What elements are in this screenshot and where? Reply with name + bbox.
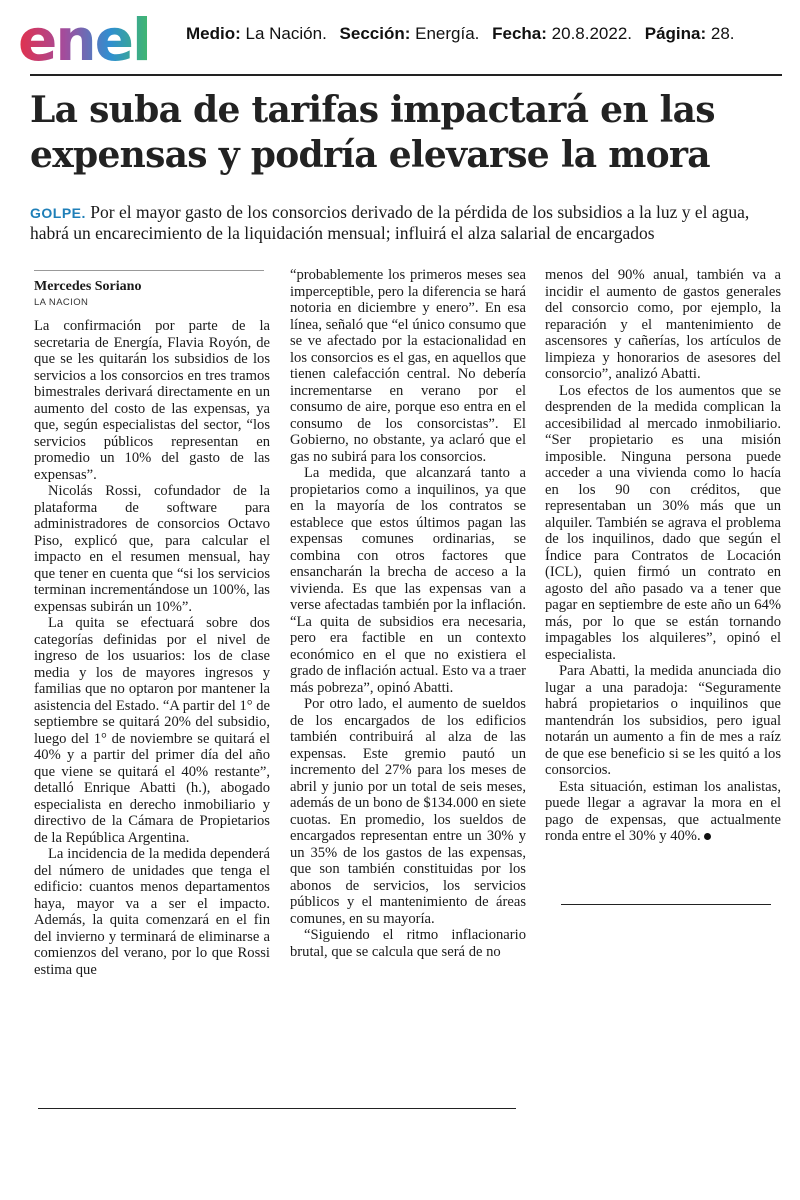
body-paragraph: La quita se efectuará sobre dos categorías definidas por el nivel de ingreso de los usuarios: los de clase media y los de mayores ingresos y familias que no optaron por mantener la asistencia del Estado. “A partir del 1° de septiembre se quitará 20% del subsidio, luego del 1° de noviembre se quitará el 40% y a partir del primer día del año que viene se quitará el 40% restante”, detalló Enrique Abatti (h.), abogado especialista en derecho inmobiliario y directivo de la Cámara de Propietarios de la República Argentina. [34,615,271,846]
body-paragraph: Nicolás Rossi, cofundador de la plataforma de software para administradores de consorcios Octavo Piso, explicó que, para calcular el impacto en el resumen mensual, hay que tener en cuenta que “si los servicios terminan incrementándose un 100%, las expensas subirán un 10%”. [34,483,270,615]
pagina-label: Página: [644,24,707,43]
article-deck [30,202,780,243]
pagina-value: 28. [710,24,735,43]
article-headline: La suba de tarifas impactará en las expensas y podría elevarse la mora [30,89,715,176]
header-divider [30,74,782,76]
publication-meta [186,24,735,44]
medio-label: Medio: [186,24,241,43]
body-paragraph: menos del 90% anual, también va a incidir el aumento de gastos generales del consorcio como, por ejemplo, la reparación y el mantenimiento de ascensores y cañerías, los artículos de limpieza y honorarios de asesores del consorcio”, analizó Abatti. [545,267,781,382]
body-paragraph: “Siguiendo el ritmo inflacionario brutal, que se calcula que será de no [290,927,526,960]
body-paragraph: La incidencia de la medida dependerá del número de unidades que tenga el edificio: cuantos menos departamentos haya, mayor va a ser el impacto. Además, la quita comenzará en el fin del invierno y terminará de eliminarse a comienzos del verano, por lo que Rossi estima que [34,846,270,978]
end-of-article-icon [704,833,711,840]
deck-text: Por el mayor gasto de los consorcios derivado de la pérdida de los subsidios a la luz y el agua, habrá un encarecimiento de la liquidación mensual; influirá el alza salarial de encargados [30,202,750,243]
page-bottom-divider [38,1108,516,1109]
body-paragraph: Los efectos de los aumentos que se desprenden de la medida complican la accesibilidad al mercado inmobiliario. “Ser propietario es una misión imposible. Ninguna persona puede acceder a una vivienda como lo hacía en los 90 con créditos, que representaban un 30% más que un alquiler. También se agrava el problema de los inquilinos, dado que según el Índice para Contratos de Locación (ICL), quien firmó un contrato en agosto del año pasado va a tener que pagar en septiembre de este año un 64% más, por lo que se están tornando impagables los alquileres”, opinó el especialista. [545,382,781,663]
byline-outlet: LA NACION [34,297,89,308]
body-paragraph: “probablemente los primeros meses sea imperceptible, pero la diferencia se hará notoria en diciembre y enero”. En esa línea, señaló que “el único consumo que se ve afectado por la estacionalidad en los consorcios es el gas, en aquellos que tienen calefacción central. No debería incrementarse en verano por el consumo de aire, porque eso entra en el consumo de los consorcistas”. El Gobierno, no obstante, ya aclaró que el gas no subirá para los consorcios. [290,267,526,465]
column-end-divider [561,904,771,905]
body-paragraph: Para Abatti, la medida anunciada dio lugar a una paradoja: “Seguramente habrá propietarios o inquilinos que mantendrán los subsidios, pero igual notarán un aumento a fin de mes a raíz de que ese beneficio si se les quitó a los consorcios. [545,663,781,778]
enel-logo [18,8,170,70]
byline-author: Mercedes Soriano [34,279,142,294]
deck-kicker: GOLPE. [30,205,86,221]
body-paragraph: La confirmación por parte de la secretaria de Energía, Flavia Royón, de que se les quitarán los subsidios de los servicios a los consorcios en tres tramos bimestrales derivará directamente en un aumento del costo de las expensas, ya que, según especialistas del sector, “los servicios públicos representan en promedio un 10% del gasto de las expensas”. [34,318,270,483]
fecha-value: 20.8.2022. [551,24,633,43]
fecha-label: Fecha: [492,24,547,43]
seccion-value: Energía. [415,24,480,43]
article-column-3 [545,267,781,845]
medio-value: La Nación. [245,24,327,43]
article-column-1 [34,318,270,978]
article-column-2 [290,267,526,960]
body-paragraph: Esta situación, estiman los analistas, puede llegar a agravar la mora en el pago de expensas, que actualmente ronda entre el 30% y 40%. [545,778,781,844]
svg-text:enel: enel [18,8,150,70]
body-paragraph: Por otro lado, el aumento de sueldos de los encargados de los edificios también contribuirá al alza de las expensas. Este gremio pautó un incremento del 27% para los meses de abril y junio por un total de seis meses, además de un bono de $134.000 en siete cuotas. En promedio, los sueldos de encargados representan entre un 30% y un 35% de los gastos de las expensas, que son también constituidas por los abonos de servicios, los servicios públicos y el mantenimiento de áreas comunes, en su mayoría. [290,696,526,927]
body-paragraph: La medida, que alcanzará tanto a propietarios como a inquilinos, ya que en la mayoría de los contratos se establece que estos últimos pagan las expensas comunes ordinarias, se combina con otros factores que ensancharán la brecha de acceso a la vivienda. Es que las expensas van a verse afectadas también por la inflación. “La quita de subsidios era necesaria, pero era factible en un contexto económico en el que no existiera el grado de inflación actual. Esto va a traer más pobreza”, opinó Abatti. [290,465,526,696]
page-header [0,0,800,76]
seccion-label: Sección: [339,24,411,43]
byline-divider [34,270,264,271]
